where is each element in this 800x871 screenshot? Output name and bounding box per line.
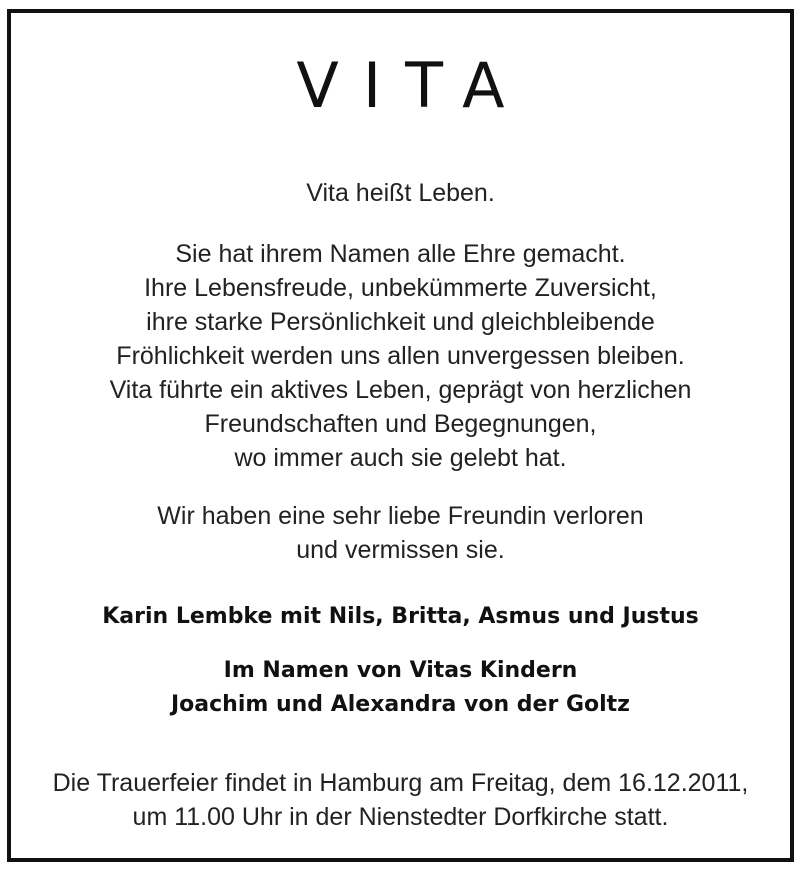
service-line: um 11.00 Uhr in der Nienstedter Dorfkirche statt.	[132, 803, 669, 831]
tribute-line: Sie hat ihrem Namen alle Ehre gemacht.	[175, 240, 626, 268]
loss-line: Wir haben eine sehr liebe Freundin verloren	[157, 502, 644, 530]
tribute-line: ihre starke Persönlichkeit und gleichbleibende	[146, 308, 655, 336]
tribute-line: wo immer auch sie gelebt hat.	[234, 444, 567, 472]
intro-line: Vita heißt Leben.	[306, 179, 495, 207]
family-line: Joachim und Alexandra von der Goltz	[171, 692, 630, 717]
notice-title: VITA	[296, 49, 529, 122]
tribute-line: Ihre Lebensfreude, unbekümmerte Zuversicht,	[144, 274, 657, 302]
tribute-line: Freundschaften und Begegnungen,	[204, 410, 597, 438]
tribute-line: Vita führte ein aktives Leben, geprägt von herzlichen	[109, 376, 692, 404]
tribute-line: Fröhlichkeit werden uns allen unvergessen bleiben.	[116, 342, 685, 370]
obituary-notice	[7, 9, 794, 862]
service-info	[11, 766, 790, 834]
intro-text	[11, 176, 790, 210]
loss-line: und vermissen sie.	[296, 536, 505, 564]
loss-paragraph	[11, 499, 790, 567]
family-line: Im Namen von Vitas Kindern	[223, 658, 578, 683]
family-signatories	[11, 654, 790, 722]
tribute-paragraph	[11, 237, 790, 475]
service-line: Die Trauerfeier findet in Hamburg am Freitag, dem 16.12.2011,	[52, 769, 749, 797]
signatory-line: Karin Lembke mit Nils, Britta, Asmus und Justus	[102, 604, 699, 629]
signatories	[11, 600, 790, 634]
